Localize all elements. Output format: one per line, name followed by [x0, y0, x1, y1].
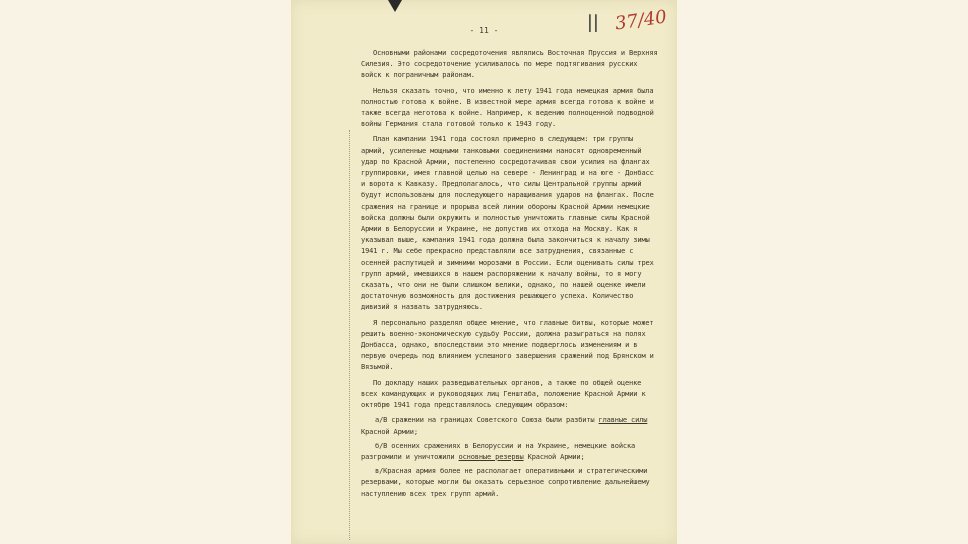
- document-page: [291, 0, 677, 544]
- paragraph-2: Нельзя сказать точно, что именно к лету 1941 года немецкая армия была полностью готова к войне. В известной мере армия всегда готова к войне и также всегда неготова к войне. Например, к ведению полноценной подводной войны Германия стала готовой только к 1943 году.: [361, 86, 654, 129]
- item-a-underlined: главные силы: [598, 416, 648, 425]
- item-b-text: б/В осенних сражениях в Белоруссии и на Украине, немецкие войска разгромили и уничтожили: [361, 441, 636, 461]
- document-body: [361, 48, 661, 503]
- list-item-b: [361, 441, 661, 463]
- item-a-text: а/В сражении на границах Советского Союза были разбиты: [375, 416, 599, 425]
- paragraph-5: По докладу наших разведывательных органов, а также по общей оценке всех командующих и руководящих лиц Генштаба, положение Красной Армии к октябрю 1941 года представлялось следующим образом:: [361, 378, 646, 410]
- archive-bar-mark: ||: [586, 12, 599, 33]
- paragraph-1: Основными районами сосредоточения являлись Восточная Пруссия и Верхняя Силезия. Это сосредоточение усиливалось по мере подтягивания русских войск к пограничным районам.: [361, 49, 658, 80]
- paragraph-3: План кампании 1941 года состоял примерно в следующем: три группы армий, усиленные мощными танковыми соединениями наносят одновременный удар по Красной Армии, постепенно сосредотачивая свои усилия на флангах группировки, имея главной целью на севере - Ленинград и на юге - Донбасс и ворота к Кавказу. Предполагалось, что силы Центральной группы армий будут использованы для последующего наращивания ударов на флангах. После сражения на границе и прорыва всей линии обороны Красной Армии немецкие войска должны были окружить и полностью уничтожить главные силы Красной Армии в Белоруссии и Украине, не допустив их отхода на Москву. Как я указывал выше, кампания 1941 года должна была закончиться к началу зимы 1941 г. Мы себе прекрасно представляли все затруднения, связанные с осенней распутицей и зимними морозами в России. Если оценивать силы трех групп армий, имевшихся в нашем распоряжении к началу войны, то я могу сказать, что они не были слишком велики, однако, по нашей оценке имели достаточную возможность для достижения решающего успеха. Количество дивизий я назвать затрудняюсь.: [361, 135, 654, 312]
- torn-corner-mark: [388, 0, 402, 12]
- item-b-end: Красной Армии;: [523, 452, 585, 461]
- item-a-end: Красной Армии;: [361, 427, 418, 436]
- paragraph-4: Я персонально разделял общее мнение, что главные битвы, которые может решить военно-экономическую судьбу России, должна разыграться на полях Донбасса, однако, впоследствии это мнение подверглось изменениям и в первую очередь под влиянием успешного завершения сражений под Брянском и Вязьмой.: [361, 318, 654, 372]
- list-item-c: в/Красная армия более не располагает оперативными и стратегическими резервами, которые могли бы оказать серьезное сопротивление дальнейшему наступлению всех трех групп армий.: [361, 467, 650, 498]
- page-number: - 11 -: [469, 26, 499, 35]
- margin-dotted-line: [349, 130, 356, 540]
- list-item-a: [361, 415, 661, 437]
- item-b-underlined: основные резервы: [458, 452, 524, 461]
- archive-stamp: 37/40: [613, 6, 669, 35]
